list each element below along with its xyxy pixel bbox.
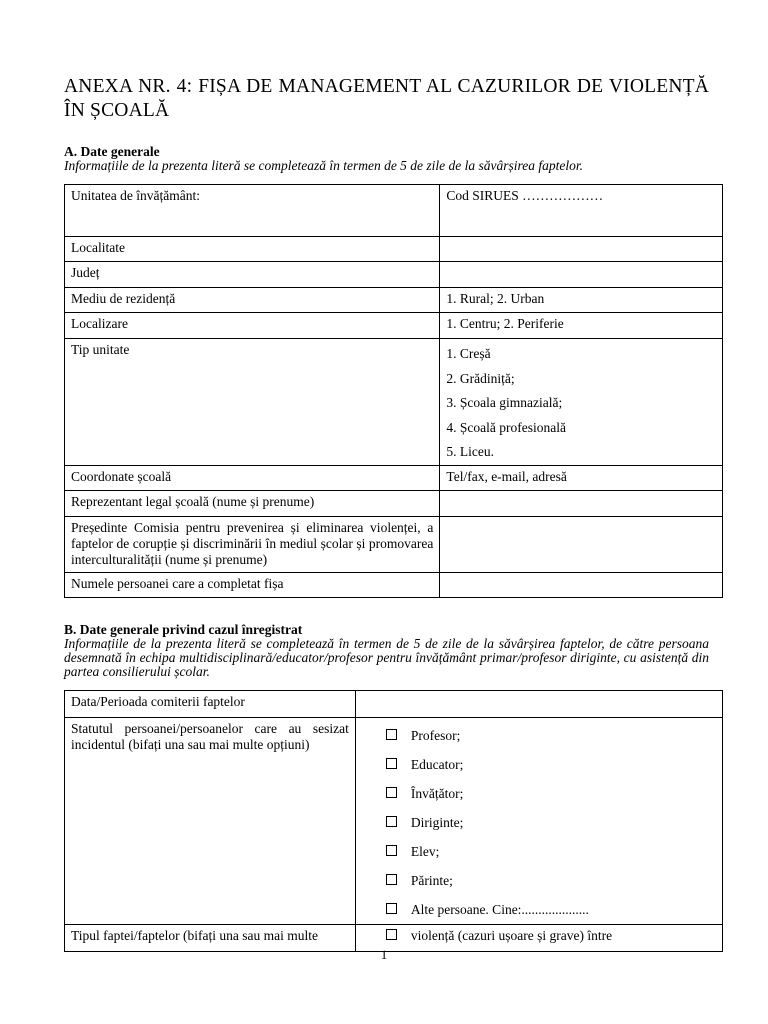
section-a-heading: A. Date generale	[64, 144, 160, 159]
statut-options	[355, 718, 722, 925]
checkbox-icon[interactable]	[386, 845, 397, 856]
option-invatator[interactable]: Învățător;	[386, 779, 716, 808]
presedinte-label: Președinte Comisia pentru prevenirea și eliminarea violenței, a faptelor de corupție și discriminării în mediul școlar și promovarea interculturalității (nume și prenume)	[65, 516, 440, 572]
tip-option-gradinita: 2. Grădiniță;	[446, 370, 515, 386]
completat-field[interactable]	[440, 572, 723, 597]
option-diriginte[interactable]: Diriginte;	[386, 808, 716, 837]
judet-label: Județ	[65, 262, 440, 288]
section-b-header	[64, 622, 709, 679]
localizare-field[interactable]: 1. Centru; 2. Periferie	[440, 313, 723, 339]
tip-option-cresa: 1. Creșă	[446, 346, 491, 361]
option-profesor[interactable]: Profesor;	[386, 721, 716, 750]
mediu-label: Mediu de rezidență	[65, 288, 440, 313]
section-a-header	[64, 144, 709, 173]
table-row	[65, 516, 723, 572]
option-parinte[interactable]: Părinte;	[386, 866, 716, 895]
reprezentant-label: Reprezentant legal școală (nume și prenume)	[65, 490, 440, 516]
tip-option-profesionala: 4. Școală profesională	[446, 419, 566, 435]
data-perioada-field[interactable]	[355, 691, 722, 718]
table-row	[65, 185, 723, 237]
unitate-label: Unitatea de învățământ:	[65, 185, 440, 237]
option-educator[interactable]: Educator;	[386, 750, 716, 779]
localizare-label: Localizare	[65, 313, 440, 339]
table-row	[65, 691, 723, 718]
completat-label: Numele persoanei care a completat fișa	[65, 572, 440, 597]
statut-label: Statutul persoanei/persoanelor care au sesizat incidentul (bifați una sau mai multe opțiuni)	[65, 718, 356, 925]
option-alte-persoane[interactable]: Alte persoane. Cine:....................	[386, 895, 716, 924]
checkbox-icon[interactable]	[386, 929, 397, 940]
table-row	[65, 718, 723, 925]
table-row	[65, 288, 723, 313]
checkbox-icon[interactable]	[386, 874, 397, 885]
checkbox-icon[interactable]	[386, 787, 397, 798]
section-a-note: Informațiile de la prezenta literă se completează în termen de 5 de zile de la săvârșirea faptelor.	[64, 158, 584, 173]
table-row	[65, 237, 723, 262]
coordonate-field[interactable]: Tel/fax, e-mail, adresă	[440, 465, 723, 490]
coordonate-label: Coordonate școală	[65, 465, 440, 490]
reprezentant-field[interactable]	[440, 490, 723, 516]
tip-option-gimnaziala: 3. Școala gimnazială;	[446, 395, 563, 410]
page-title: ANEXA NR. 4: FIȘA DE MANAGEMENT AL CAZURILOR DE VIOLENȚĂ ÎN ȘCOALĂ	[64, 76, 709, 121]
option-elev[interactable]: Elev;	[386, 837, 716, 866]
checkbox-icon[interactable]	[386, 816, 397, 827]
localitate-label: Localitate	[65, 237, 440, 262]
localitate-field[interactable]	[440, 237, 723, 262]
judet-field[interactable]	[440, 262, 723, 288]
section-b-note: Informațiile de la prezenta literă se completează în termen de 5 de zile de la săvârșirea faptelor, de către persoana desemnată în echipa multidisciplinară/educator/profesor pentru învățământ primar/profesor diriginte, cu asistență din partea consilierului școlar.	[64, 636, 709, 679]
option-violenta[interactable]: violență (cazuri ușoare și grave) între	[386, 928, 716, 944]
table-row	[65, 313, 723, 339]
presedinte-field[interactable]	[440, 516, 723, 572]
table-row	[65, 339, 723, 466]
data-perioada-label: Data/Perioada comiterii faptelor	[65, 691, 356, 718]
checkbox-icon[interactable]	[386, 903, 397, 914]
checkbox-icon[interactable]	[386, 729, 397, 740]
table-row	[65, 490, 723, 516]
page-number: 1	[380, 947, 388, 962]
table-row	[65, 262, 723, 288]
tip-unitate-field[interactable]	[440, 339, 723, 466]
table-row	[65, 465, 723, 490]
case-data-table	[64, 690, 723, 952]
mediu-field[interactable]: 1. Rural; 2. Urban	[440, 288, 723, 313]
tipul-faptei-label: Tipul faptei/faptelor (bifați una sau mai multe	[65, 925, 356, 952]
tip-option-liceu: 5. Liceu.	[446, 444, 495, 459]
table-row	[65, 572, 723, 597]
checkbox-icon[interactable]	[386, 758, 397, 769]
general-data-table	[64, 184, 723, 598]
section-b-heading: B. Date generale privind cazul înregistrat	[64, 622, 303, 637]
sirues-code-field[interactable]: Cod SIRUES ………………	[440, 185, 723, 237]
tip-unitate-label: Tip unitate	[65, 339, 440, 466]
